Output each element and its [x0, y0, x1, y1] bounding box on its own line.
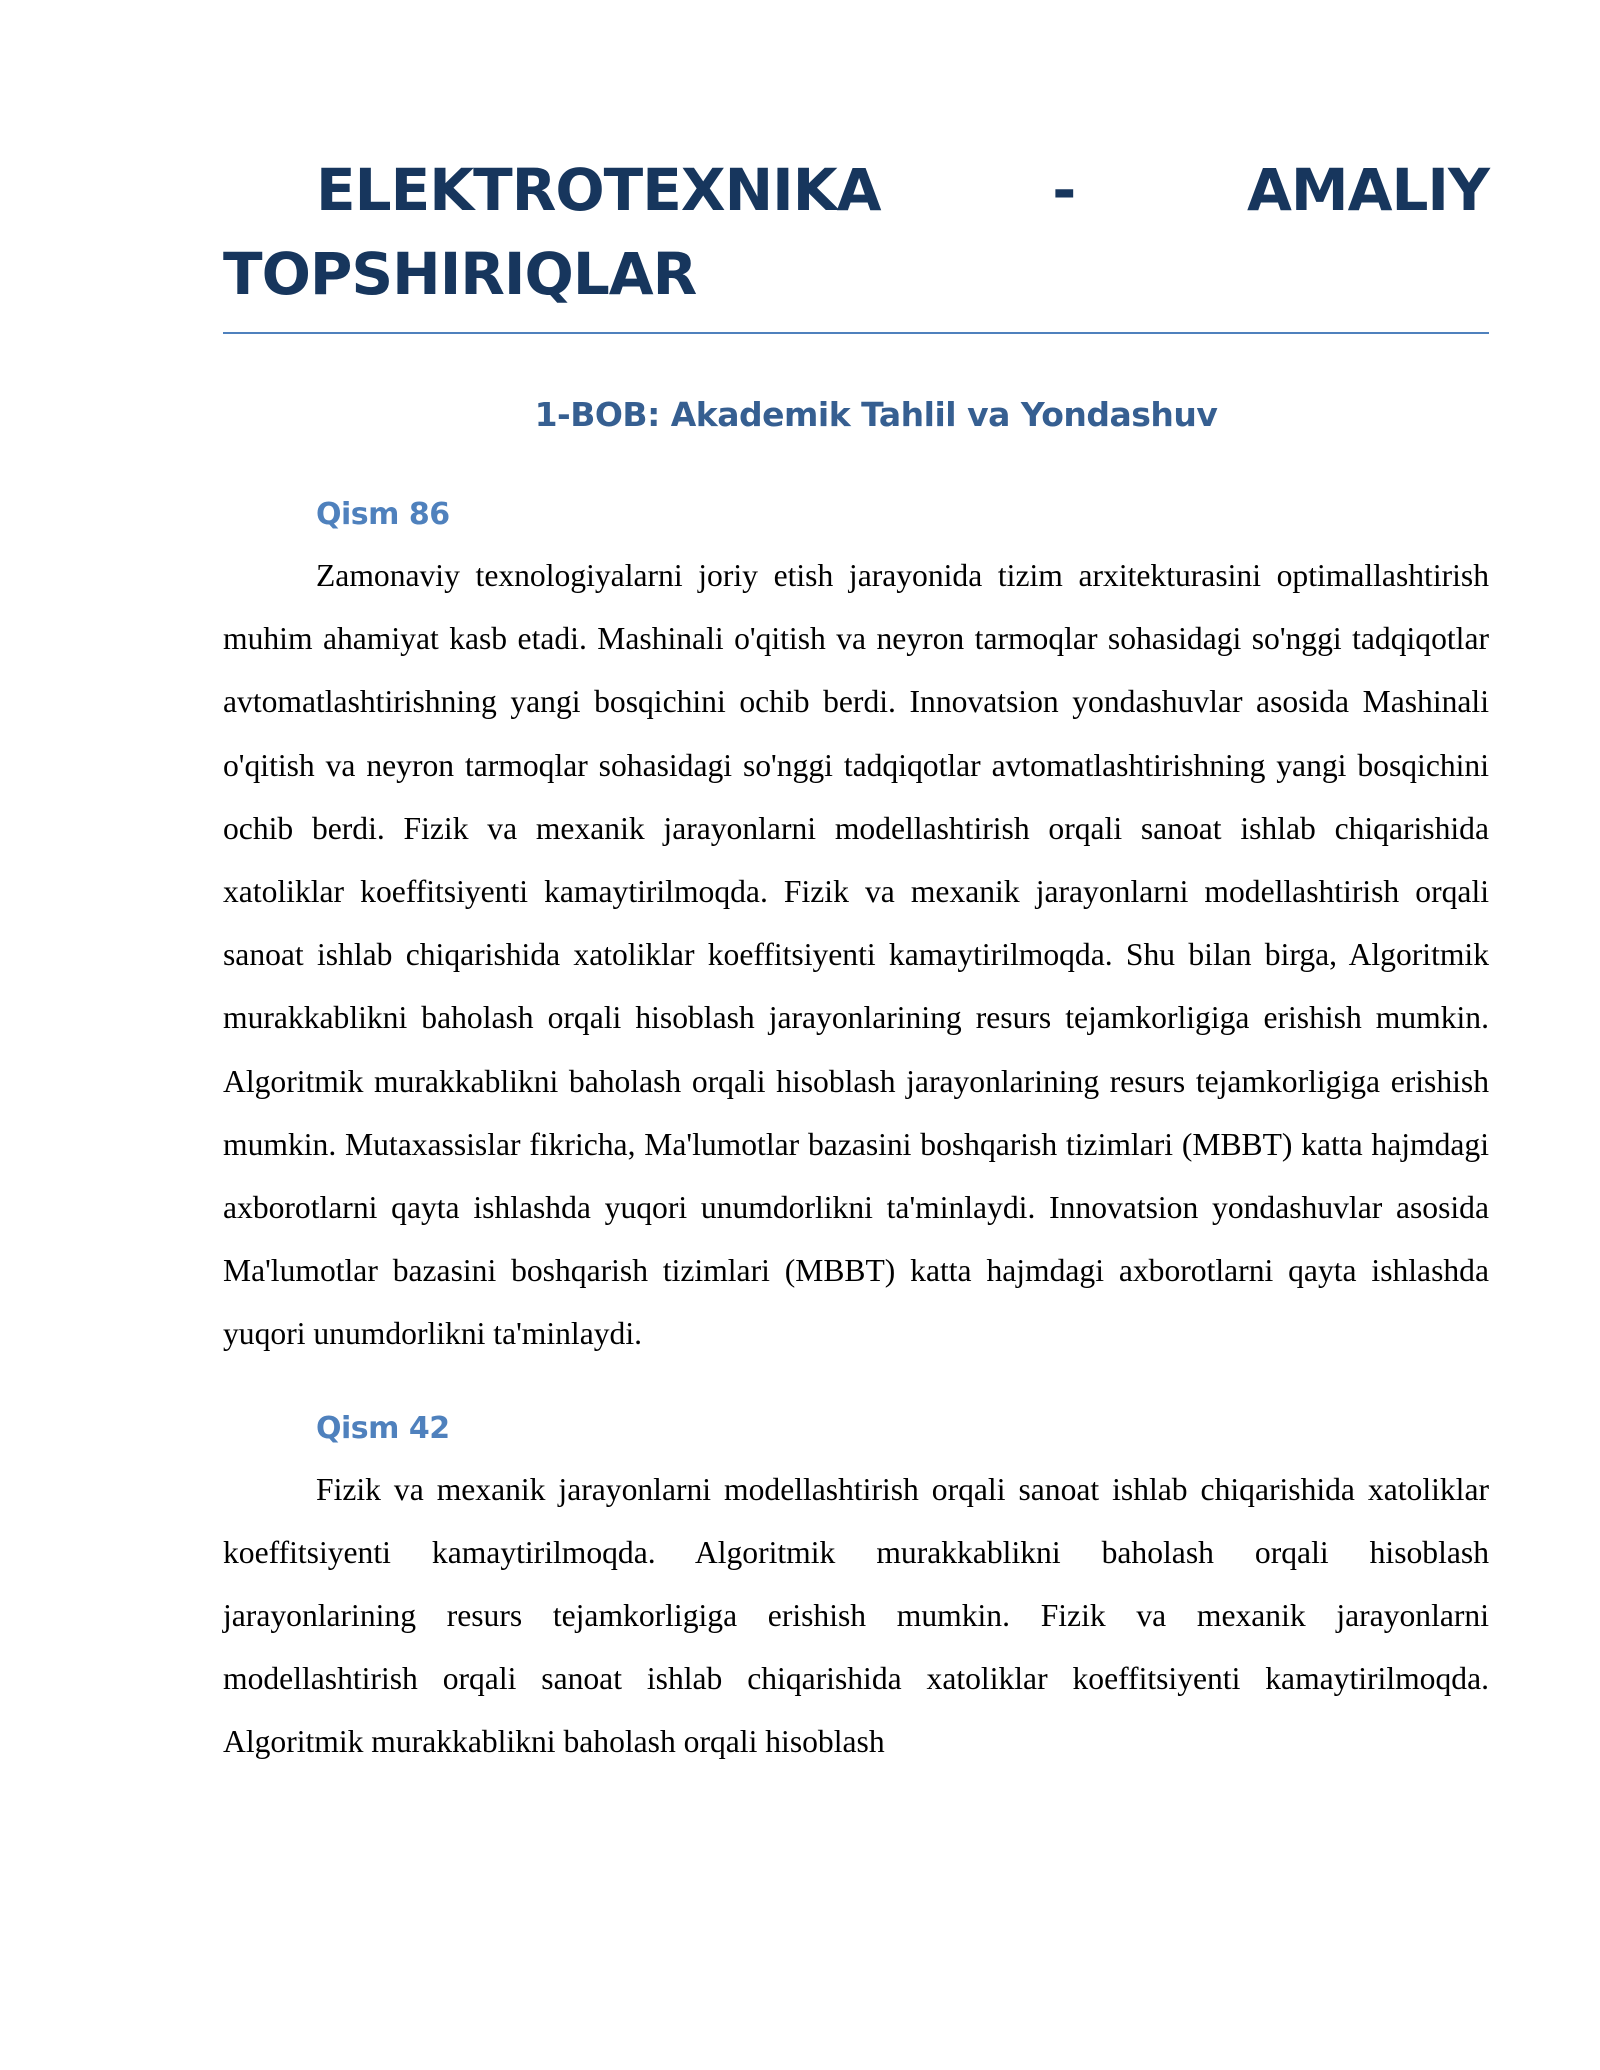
section-paragraph: Fizik va mexanik jarayonlarni modellashtirish orqali sanoat ishlab chiqarishida xatoliklar koeffitsiyenti kamaytirilmoqda. Algoritmik murakkablikni baholash orqali hisoblash jarayonlarining resurs tejamkorligiga erishish mumkin. Fizik va mexanik jarayonlarni modellashtirish orqali sanoat ishlab chiqarishida xatoliklar koeffitsiyenti kamaytirilmoqda. Algoritmik murakkablikni baholash orqali hisoblash	[223, 1471, 1489, 1760]
document-page	[223, 148, 1489, 1774]
section-heading: Qism 42	[316, 1410, 450, 1446]
section-heading: Qism 86	[316, 497, 450, 532]
document-title: ELEKTROTEXNIKA - AMALIY TOPSHIRIQLAR	[223, 148, 1489, 334]
section-paragraph: Zamonaviy texnologiyalarni joriy etish jarayonida tizim arxitekturasini optimallashtirish muhim ahamiyat kasb etadi. Mashinali o'qitish va neyron tarmoqlar sohasidagi so'nggi tadqiqotlar avtomatlashtirishning yangi bosqichini ochib berdi. Innovatsion yondashuvlar asosida Mashinali o'qitish va neyron tarmoqlar sohasidagi so'nggi tadqiqotlar avtomatlashtirishning yangi bosqichini ochib berdi. Fizik va mexanik jarayonlarni modellashtirish orqali sanoat ishlab chiqarishida xatoliklar koeffitsiyenti kamaytirilmoqda. Fizik va mexanik jarayonlarni modellashtirish orqali sanoat ishlab chiqarishida xatoliklar koeffitsiyenti kamaytirilmoqda. Shu bilan birga, Algoritmik murakkablikni baholash orqali hisoblash jarayonlarining resurs tejamkorligiga erishish mumkin. Algoritmik murakkablikni baholash orqali hisoblash jarayonlarining resurs tejamkorligiga erishish mumkin. Mutaxassislar fikricha, Ma'lumotlar bazasini boshqarish tizimlari (MBBT) katta hajmdagi axborotlarni qayta ishlashda yuqori unumdorlikni ta'minlaydi. Innovatsion yondashuvlar asosida Ma'lumotlar bazasini boshqarish tizimlari (MBBT) katta hajmdagi axborotlarni qayta ishlashda yuqori unumdorlikni ta'minlaydi.	[223, 558, 1489, 1352]
chapter-heading: 1-BOB: Akademik Tahlil va Yondashuv	[534, 395, 1218, 434]
